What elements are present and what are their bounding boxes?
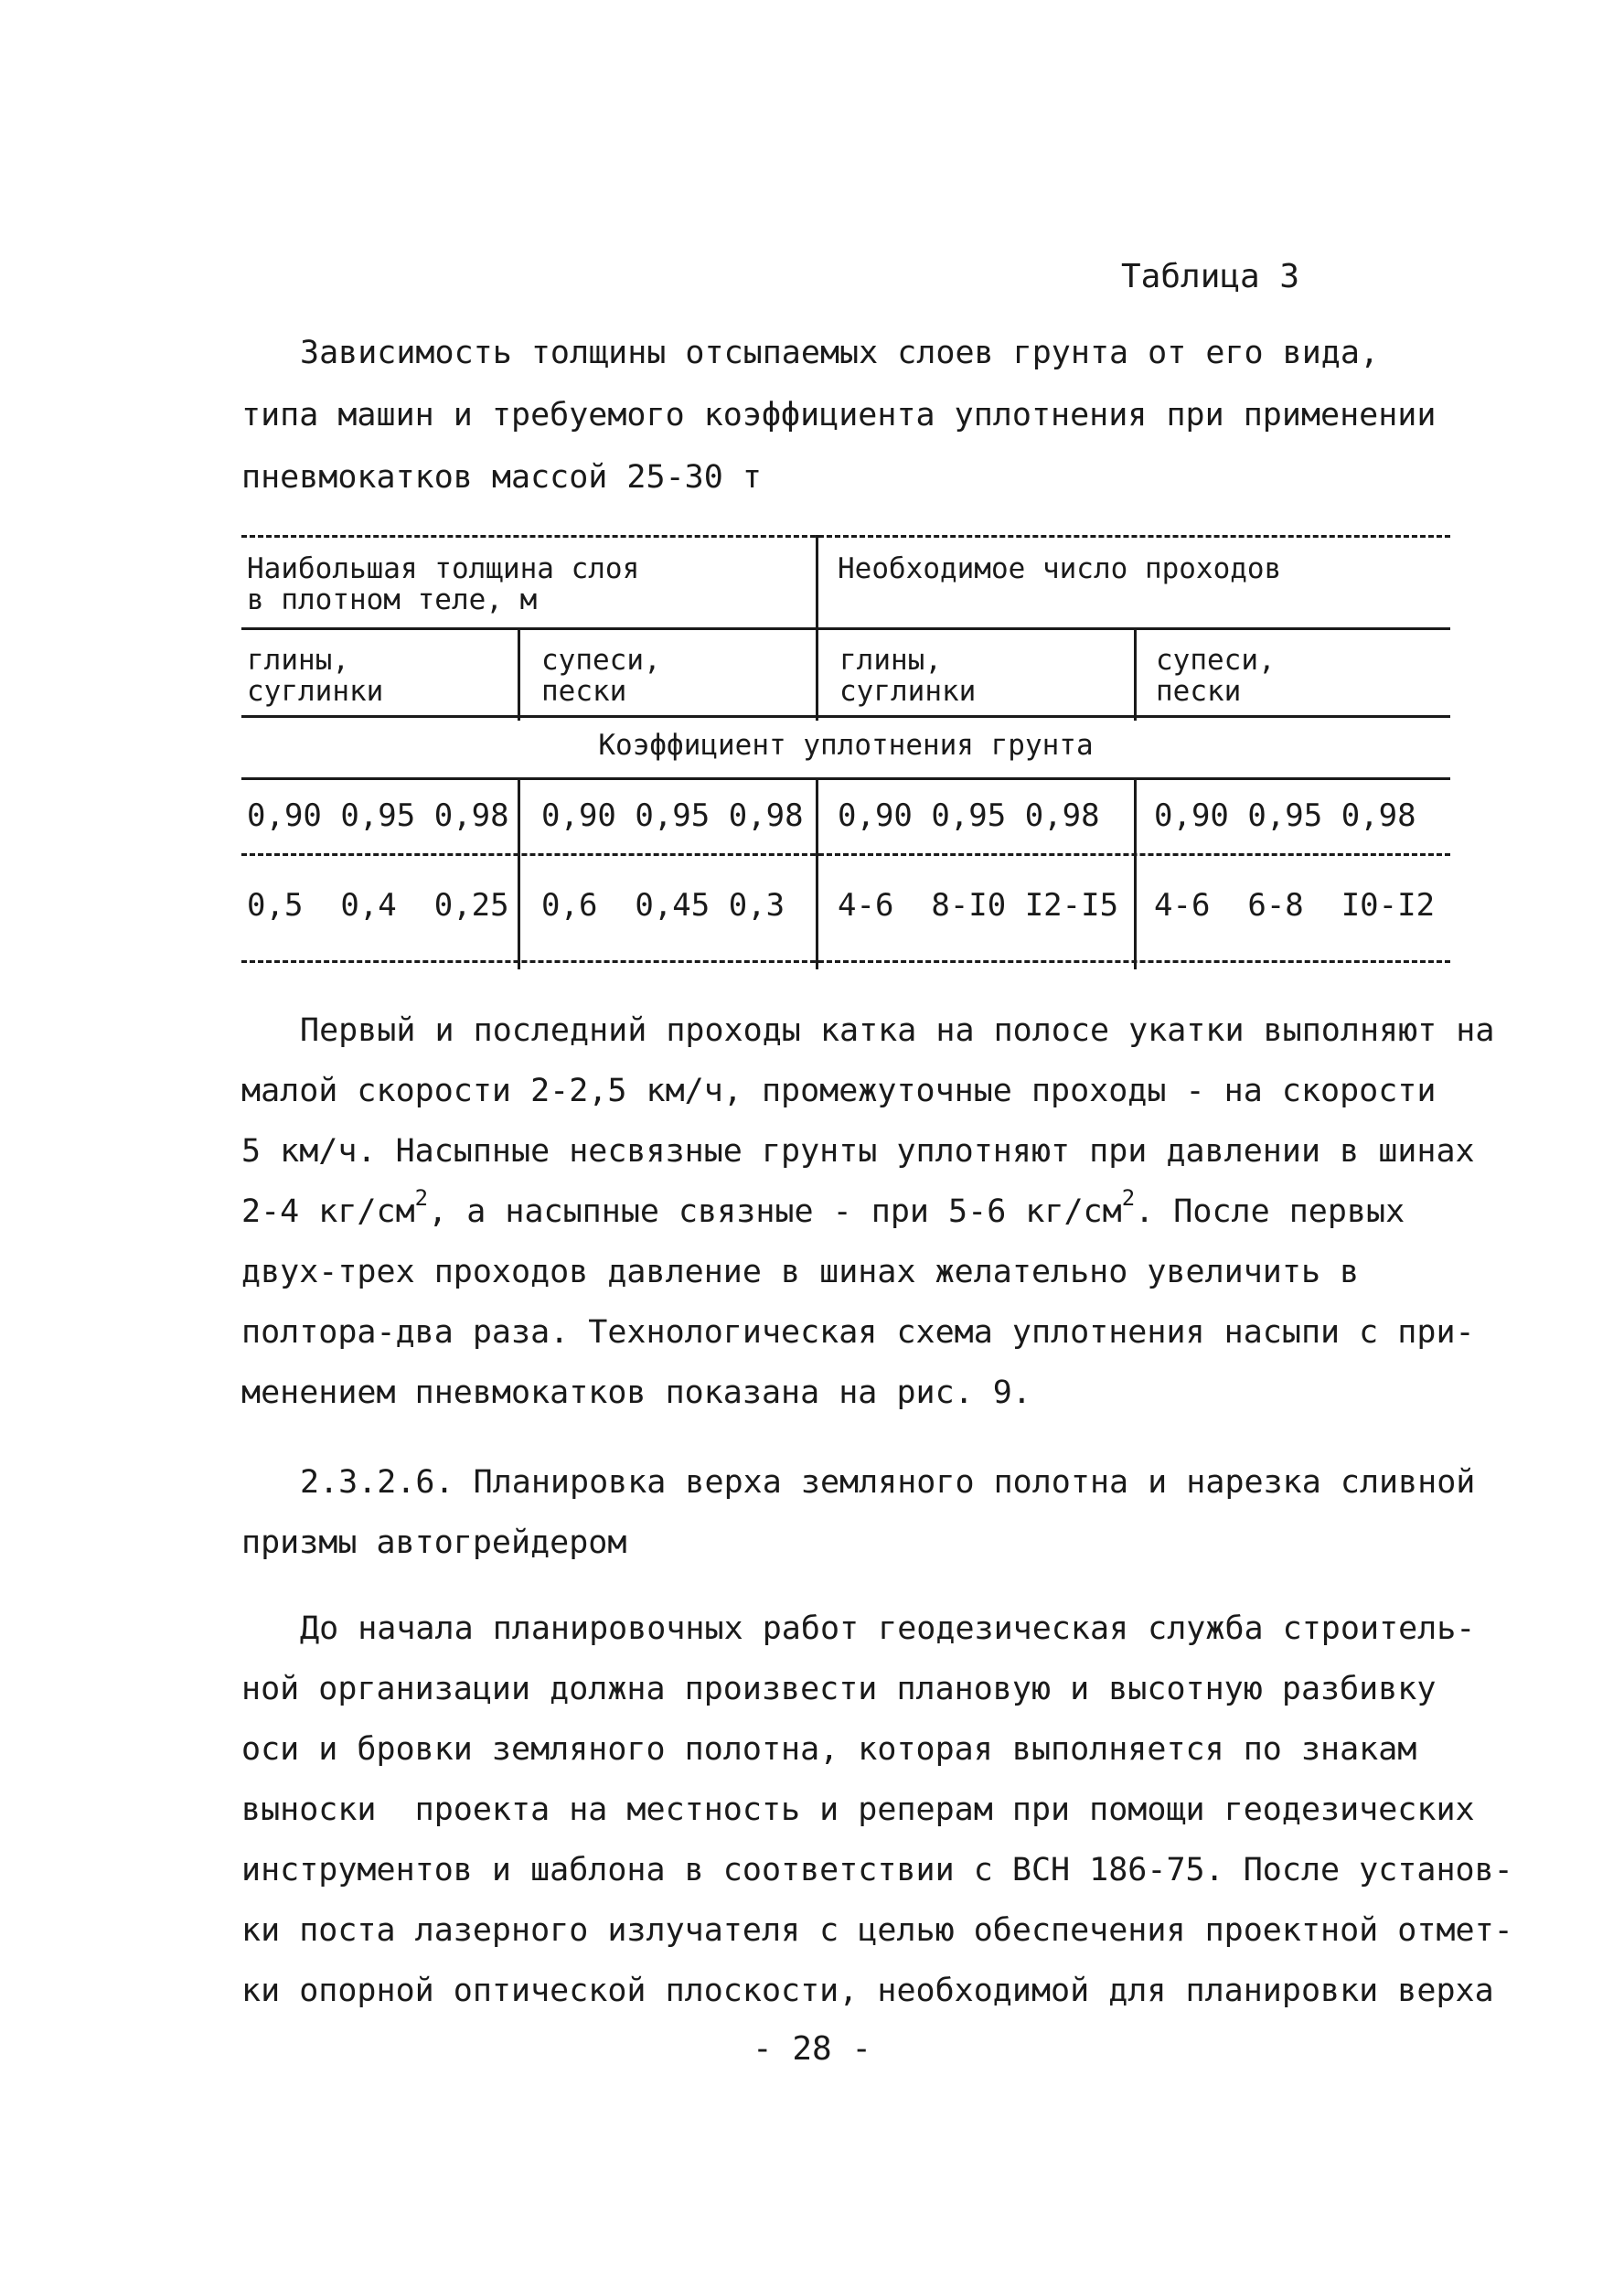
- header-line: глины,: [247, 644, 349, 677]
- table-cell: 0,90 0,95 0,98: [247, 797, 509, 834]
- text-line: 5 км/ч. Насыпные несвязные грунты уплотняют при давлении в шинах: [241, 1133, 1475, 1170]
- text-fragment: 2-4 кг/см: [241, 1193, 415, 1230]
- text-fragment: , а насыпные связные - при 5-6 кг/см: [428, 1193, 1122, 1230]
- text-line: ной организации должна произвести плановую и высотную разбивку: [241, 1671, 1437, 1707]
- text-line: полтора-два раза. Технологическая схема уплотнения насыпи с при-: [241, 1314, 1475, 1351]
- table-title: [241, 322, 1467, 508]
- header-line: Необходимое число проходов: [838, 552, 1282, 585]
- text-line: призмы автогрейдером: [241, 1524, 627, 1561]
- table-rule-coefficient: [241, 777, 1450, 780]
- text-line: До начала планировочных работ геодезическая служба строитель-: [300, 1610, 1476, 1647]
- text-fragment: . После первых: [1135, 1193, 1405, 1230]
- text-line: ки поста лазерного излучателя с целью обеспечения проектной отмет-: [241, 1912, 1513, 1949]
- thickness-table: [241, 535, 1450, 969]
- table-cell: 0,6 0,45 0,3: [541, 887, 785, 924]
- table-rule-subheader: [241, 715, 1450, 718]
- header-line: супеси,: [1156, 644, 1276, 677]
- text-line: инструментов и шаблона в соответствии с ВСН 186-75. После установ-: [241, 1852, 1513, 1888]
- header-line: суглинки: [247, 675, 384, 708]
- paragraph-planning: [241, 1599, 1513, 2021]
- coefficient-label: Коэффициент уплотнения грунта: [598, 729, 1094, 762]
- header-passes: [838, 553, 1281, 584]
- table-divider-main: [816, 777, 818, 969]
- text-line: 2.3.2.6. Планировка верха земляного полотна и нарезка сливной: [300, 1464, 1476, 1501]
- header-line: суглинки: [839, 675, 977, 708]
- table-divider-sub: [518, 777, 520, 969]
- paragraph-compaction: [241, 1000, 1495, 1423]
- table-cell: 0,90 0,95 0,98: [838, 797, 1100, 834]
- header-line: Наибольшая толщина слоя: [247, 552, 640, 585]
- table-cell: 4-6 6-8 I0-I2: [1154, 887, 1436, 924]
- table-title-line: Зависимость толщины отсыпаемых слоев грунта от его вида,: [300, 335, 1380, 371]
- text-line: выноски проекта на местность и реперам при помощи геодезических: [241, 1792, 1475, 1828]
- table-title-line: пневмокатков массой 25-30 т: [241, 459, 762, 496]
- superscript: 2: [414, 1185, 429, 1211]
- table-divider-sub: [1134, 777, 1137, 969]
- table-rule-row: [241, 853, 1450, 856]
- table-rule-top: [241, 535, 1450, 538]
- subheader-clay: [839, 645, 976, 707]
- table-caption: Таблица 3: [1121, 258, 1300, 295]
- header-line: супеси,: [541, 644, 661, 677]
- subheader-sand: [1156, 645, 1276, 707]
- text-line: ки опорной оптической плоскости, необходимой для планировки верха: [241, 1973, 1494, 2009]
- text-line: двух-трех проходов давление в шинах желательно увеличить в: [241, 1254, 1360, 1290]
- text-line: [241, 1182, 1448, 1242]
- header-line: глины,: [839, 644, 942, 677]
- table-divider-sub: [1134, 627, 1137, 721]
- table-cell: 0,90 0,95 0,98: [1154, 797, 1416, 834]
- header-line: пески: [541, 675, 627, 708]
- text-line: малой скорости 2-2,5 км/ч, промежуточные проходы - на скорости: [241, 1073, 1437, 1109]
- table-divider-main: [816, 535, 818, 721]
- text-line: менением пневмокатков показана на рис. 9.: [241, 1374, 1031, 1411]
- table-rule-header: [241, 627, 1450, 630]
- text-line: Первый и последний проходы катка на полосе укатки выполняют на: [300, 1012, 1495, 1049]
- table-rule-bottom: [241, 960, 1450, 963]
- table-title-line: типа машин и требуемого коэффициента уплотнения при применении: [241, 397, 1437, 433]
- text-line: оси и бровки земляного полотна, которая выполняется по знакам: [241, 1731, 1417, 1768]
- table-cell: 4-6 8-I0 I2-I5: [838, 887, 1119, 924]
- header-max-thickness: [247, 553, 639, 615]
- subheader-clay: [247, 645, 383, 707]
- section-heading: [241, 1452, 1476, 1573]
- page-number: - 28 -: [752, 2030, 872, 2068]
- table-cell: 0,90 0,95 0,98: [541, 797, 804, 834]
- header-line: пески: [1156, 675, 1242, 708]
- header-line: в плотном теле, м: [247, 583, 538, 616]
- subheader-sand: [541, 645, 661, 707]
- table-cell: 0,5 0,4 0,25: [247, 887, 509, 924]
- table-divider-sub: [518, 627, 520, 721]
- superscript: 2: [1121, 1185, 1136, 1211]
